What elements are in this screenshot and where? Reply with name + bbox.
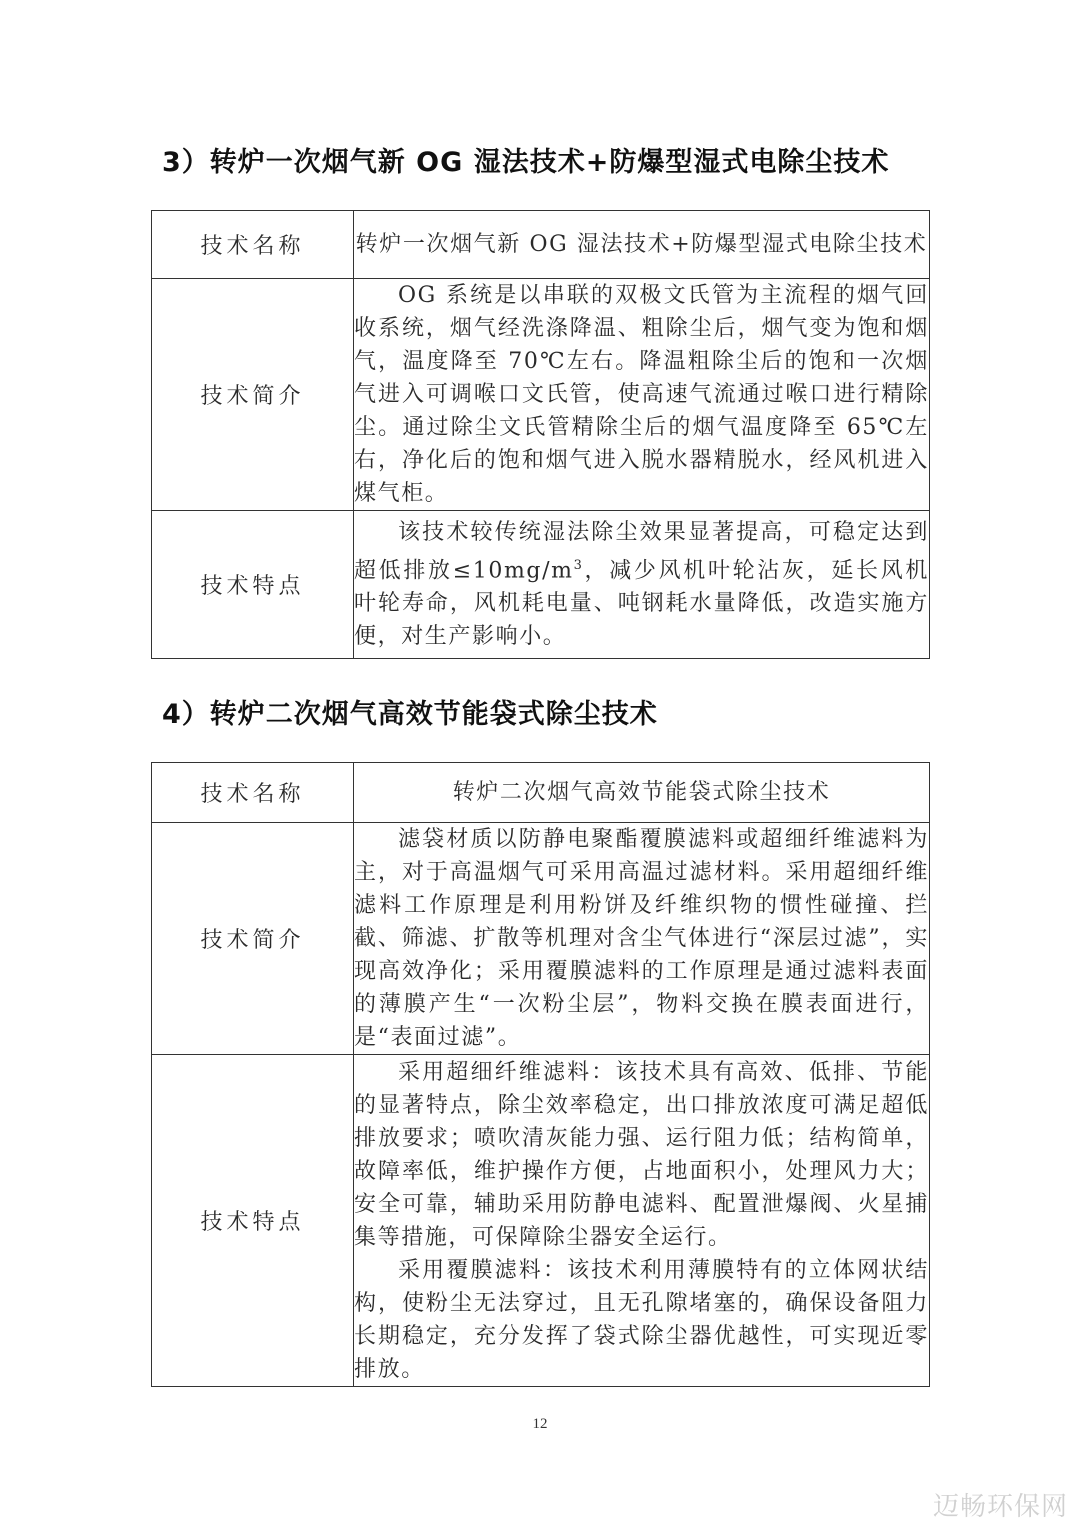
row-content: 转炉一次烟气新 OG 湿法技术+防爆型湿式电除尘技术 xyxy=(354,211,930,279)
section-4-heading: 4）转炉二次烟气高效节能袋式除尘技术 xyxy=(162,699,658,730)
text-part: 该技术较传统湿法除尘效果显著提高，可稳定达到超低排放≤10mg/m xyxy=(354,519,929,584)
row-content xyxy=(354,511,930,659)
page-number: 12 xyxy=(532,1416,548,1432)
table-row xyxy=(152,211,930,279)
row-content: 转炉二次烟气高效节能袋式除尘技术 xyxy=(354,763,930,823)
paragraph xyxy=(354,516,929,653)
paragraph: 滤袋材质以防静电聚酯覆膜滤料或超细纤维滤料为主，对于高温烟气可采用高温过滤材料。采用超细纤维滤料工作原理是利用粉饼及纤维织物的惯性碰撞、拦截、筛滤、扩散等机理对含尘气体进行“深层过滤”，实现高效净化；采用覆膜滤料的工作原理是通过滤料表面的薄膜产生“一次粉尘层”，物料交换在膜表面进行，是“表面过滤”。 xyxy=(354,827,929,1050)
row-content xyxy=(354,279,930,511)
row-label: 技术特点 xyxy=(152,511,354,659)
table-row xyxy=(152,511,930,659)
section-3-heading: 3）转炉一次烟气新 OG 湿法技术+防爆型湿式电除尘技术 xyxy=(162,147,890,178)
text-part: ，减少风机叶轮沾灰，延长风机叶轮寿命，风机耗电量、吨钢耗水量降低，改造实施方便，对生产影响小。 xyxy=(354,558,929,650)
table-row xyxy=(152,1055,930,1387)
table-row xyxy=(152,763,930,823)
row-label: 技术名称 xyxy=(152,211,354,279)
row-label: 技术简介 xyxy=(152,279,354,511)
watermark: 迈畅环保网 xyxy=(932,1492,1068,1522)
section-3-table xyxy=(151,210,930,659)
row-label: 技术名称 xyxy=(152,763,354,823)
section-4-table xyxy=(151,762,930,1387)
paragraph: OG 系统是以串联的双极文氏管为主流程的烟气回收系统，烟气经洗涤降温、粗除尘后，烟气变为饱和烟气，温度降至 70℃左右。降温粗除尘后的饱和一次烟气进入可调喉口文氏管，使高速气流通过喉口进行精除尘。通过除尘文氏管精除尘后的烟气温度降至 65℃左右，净化后的饱和烟气进入脱水器精脱水，经风机进入煤气柜。 xyxy=(354,283,929,506)
row-label: 技术特点 xyxy=(152,1055,354,1387)
row-content xyxy=(354,1055,930,1387)
paragraph: 采用超细纤维滤料：该技术具有高效、低排、节能的显著特点，除尘效率稳定，出口排放浓度可满足超低排放要求；喷吹清灰能力强、运行阻力低；结构简单，故障率低，维护操作方便，占地面积小，处理风力大；安全可靠，辅助采用防静电滤料、配置泄爆阀、火星捕集等措施，可保障除尘器安全运行。 xyxy=(354,1059,929,1250)
table-row xyxy=(152,279,930,511)
row-label: 技术简介 xyxy=(152,823,354,1055)
superscript: 3 xyxy=(573,557,584,573)
row-content xyxy=(354,823,930,1055)
paragraph: 采用覆膜滤料：该技术利用薄膜特有的立体网状结构，使粉尘无法穿过，且无孔隙堵塞的，确保设备阻力长期稳定，充分发挥了袋式除尘器优越性，可实现近零排放。 xyxy=(354,1257,929,1382)
table-row xyxy=(152,823,930,1055)
